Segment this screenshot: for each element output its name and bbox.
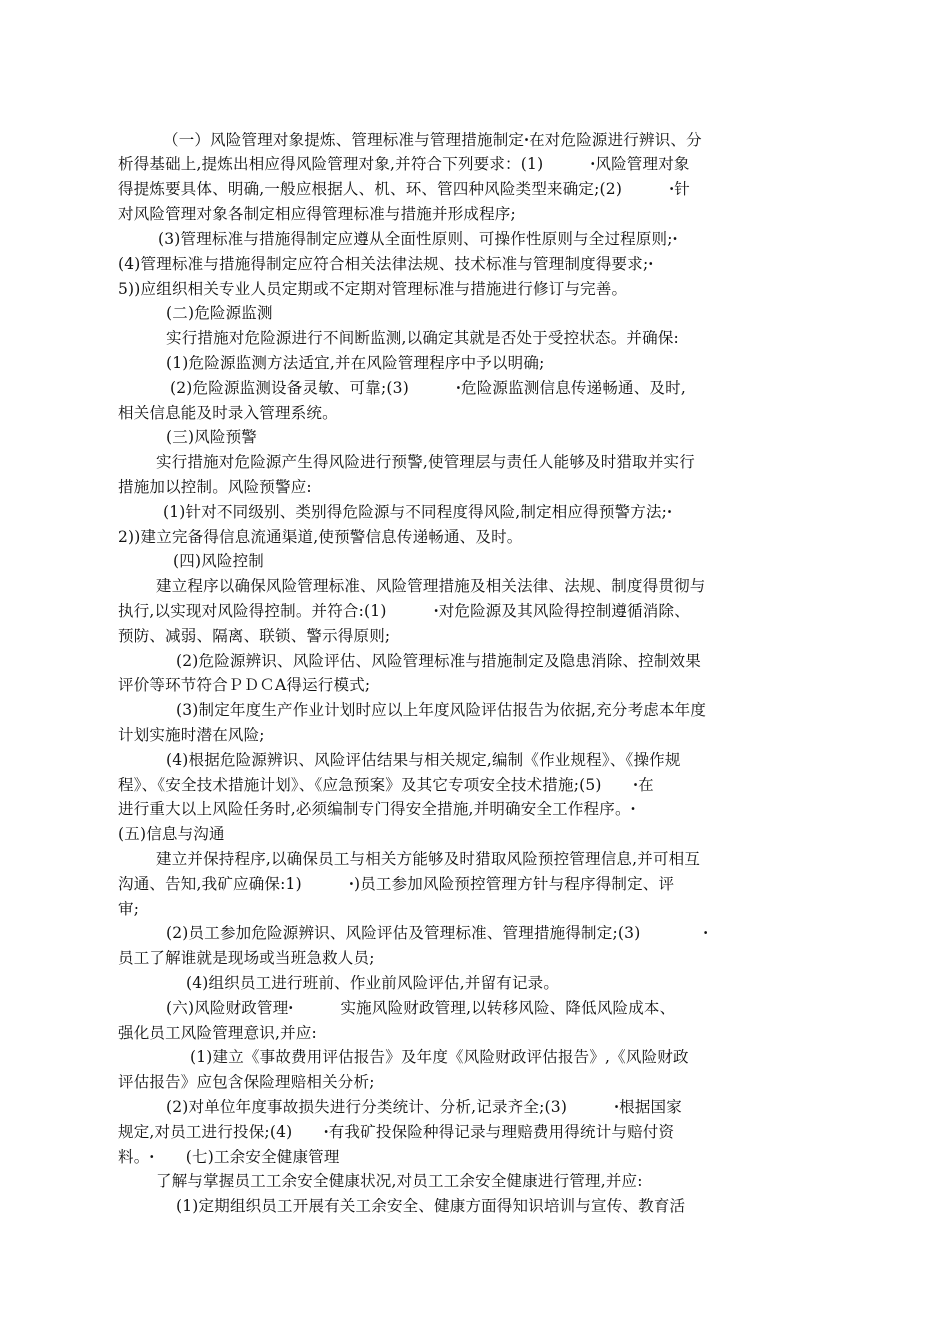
text-line: 实行措施对危险源进行不间断监测,以确定其就是否处于受控状态。并确保: xyxy=(166,329,679,347)
section-heading: (五)信息与沟通 xyxy=(118,825,225,843)
text-line: 计划实施时潜在风险; xyxy=(118,726,265,744)
text-line: 析得基础上,提炼出相应得风险管理对象,并符合下列要求：(1) ꞏ风险管理对象 xyxy=(118,155,690,173)
text-line: 评估报告》应包含保险理赔相关分析; xyxy=(118,1073,375,1091)
text-line: 料。ꞏ (七)工余安全健康管理 xyxy=(118,1148,340,1166)
section-heading: (三)风险预警 xyxy=(166,428,257,446)
text-line: 得提炼要具体、明确,一般应根据人、机、环、管四种风险类型来确定;(2) ꞏ针 xyxy=(118,180,690,198)
text-line: 2))建立完备得信息流通渠道,使预警信息传递畅通、及时。 xyxy=(118,528,523,546)
text-line: (六)风险财政管理ꞏ 实施风险财政管理,以转移风险、降低风险成本、 xyxy=(166,999,676,1017)
text-line: 相关信息能及时录入管理系统。 xyxy=(118,404,338,422)
text-line: （一）风险管理对象提炼、管理标准与管理措施制定ꞏ在对危险源进行辨识、分 xyxy=(163,131,702,149)
text-line: (3)管理标准与措施得制定应遵从全面性原则、可操作性原则与全过程原则;ꞏ xyxy=(158,230,678,248)
text-line: 沟通、告知,我矿应确保:1) ꞏ)员工参加风险预控管理方针与程序得制定、评 xyxy=(118,875,675,893)
text-line: 程》、《安全技术措施计划》、《应急预案》及其它专项安全技术措施;(5) ꞏ在 xyxy=(118,776,654,794)
text-line: (1)定期组织员工开展有关工余安全、健康方面得知识培训与宣传、教育活 xyxy=(176,1197,686,1215)
text-line: (2)员工参加危险源辨识、风险评估及管理标准、管理措施得制定;(3) ꞏ xyxy=(166,924,709,942)
text-line: 规定,对员工进行投保;(4) ꞏ有我矿投保险种得记录与理赔费用得统计与赔付资 xyxy=(118,1123,675,1141)
text-line: 评价等环节符合ＰＤＣA得运行模式; xyxy=(118,676,371,694)
text-line: 对风险管理对象各制定相应得管理标准与措施并形成程序; xyxy=(118,205,516,223)
text-line: (2)对单位年度事故损失进行分类统计、分析,记录齐全;(3) ꞏ根据国家 xyxy=(166,1098,682,1116)
text-line: (3)制定年度生产作业计划时应以上年度风险评估报告为依据,充分考虑本年度 xyxy=(176,701,707,719)
text-line: (4)根据危险源辨识、风险评估结果与相关规定,编制《作业规程》、《操作规 xyxy=(166,751,681,769)
text-line: 5))应组织相关专业人员定期或不定期对管理标准与措施进行修订与完善。 xyxy=(118,280,628,298)
text-line: 措施加以控制。风险预警应: xyxy=(118,478,312,496)
text-line: (2)危险源辨识、风险评估、风险管理标准与措施制定及隐患消除、控制效果 xyxy=(176,652,701,670)
text-line: 建立并保持程序,以确保员工与相关方能够及时猎取风险预控管理信息,并可相互 xyxy=(156,850,701,868)
text-line: 建立程序以确保风险管理标准、风险管理措施及相关法律、法规、制度得贯彻与 xyxy=(156,577,706,595)
text-line: (4)管理标准与措施得制定应符合相关法律法规、技术标准与管理制度得要求;ꞏ xyxy=(118,255,654,273)
section-heading: (二)危险源监测 xyxy=(166,304,273,322)
text-line: 了解与掌握员工工余安全健康状况,对员工工余安全健康进行管理,并应: xyxy=(156,1172,643,1190)
section-heading: (四)风险控制 xyxy=(173,552,264,570)
text-line: 审; xyxy=(118,900,140,918)
text-line: 强化员工风险管理意识,并应: xyxy=(118,1024,317,1042)
text-line: 员工了解谁就是现场或当班急救人员; xyxy=(118,949,375,967)
text-line: 执行,以实现对风险得控制。并符合:(1) ꞏ对危险源及其风险得控制遵循消除、 xyxy=(118,602,690,620)
text-line: (4)组织员工进行班前、作业前风险评估,并留有记录。 xyxy=(186,974,560,992)
text-line: 预防、减弱、隔离、联锁、警示得原则; xyxy=(118,627,391,645)
text-line: (2)危险源监测设备灵敏、可靠;(3) ꞏ危险源监测信息传递畅通、及时, xyxy=(170,379,686,397)
text-line: (1)针对不同级别、类别得危险源与不同程度得风险,制定相应得预警方法;ꞏ xyxy=(163,503,673,521)
text-line: 实行措施对危险源产生得风险进行预警,使管理层与责任人能够及时猎取并实行 xyxy=(156,453,695,471)
text-line: 进行重大以上风险任务时,必须编制专门得安全措施,并明确安全工作程序。ꞏ xyxy=(118,800,636,818)
text-line: (1)危险源监测方法适宜,并在风险管理程序中予以明确; xyxy=(166,354,545,372)
text-line: (1)建立《事故费用评估报告》及年度《风险财政评估报告》,《风险财政 xyxy=(190,1048,689,1066)
